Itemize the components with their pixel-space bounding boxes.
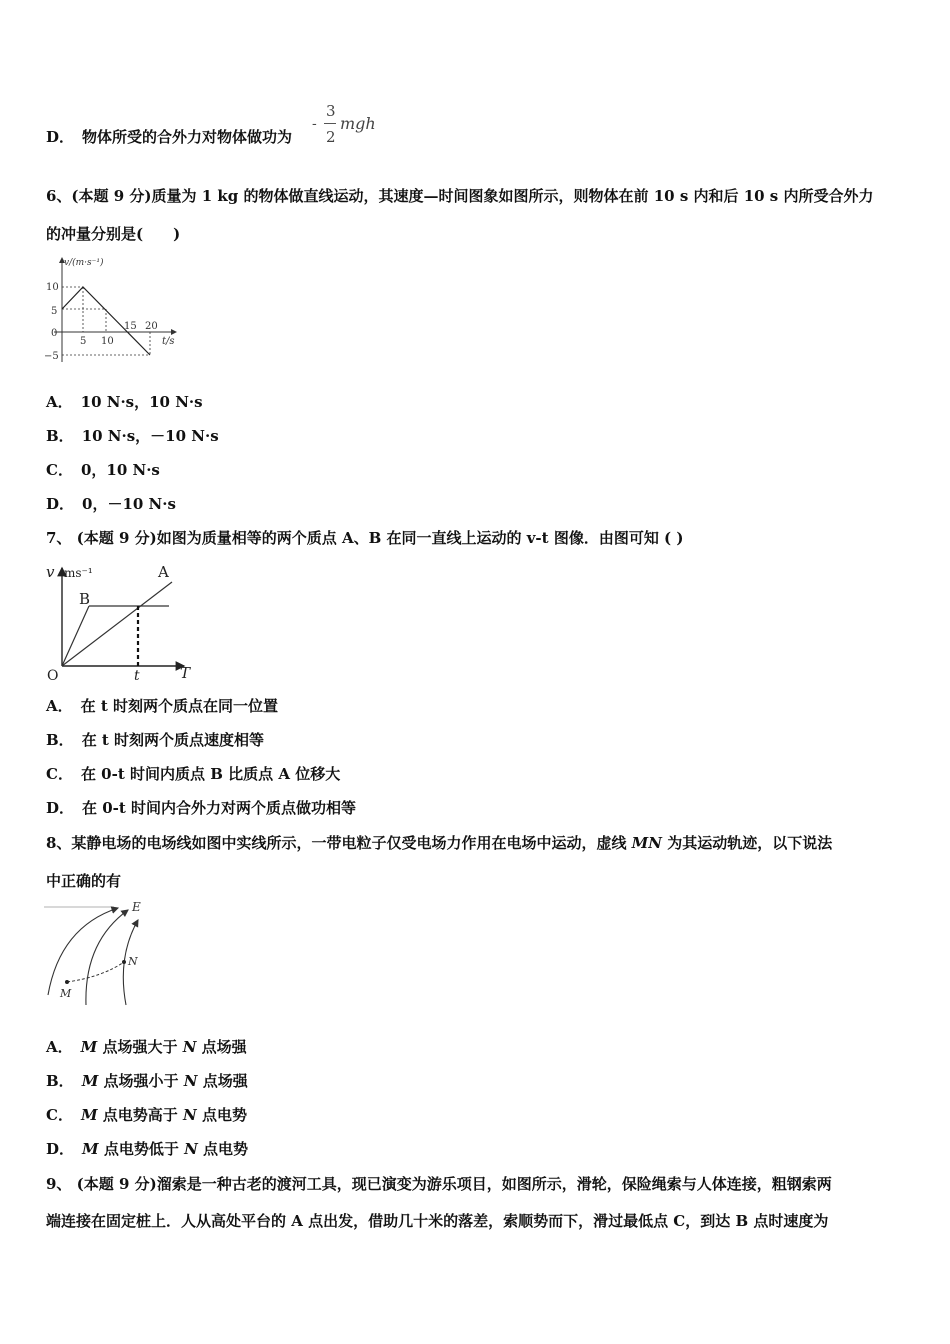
var-m: M bbox=[80, 1106, 98, 1124]
q7-label-t: t bbox=[134, 668, 140, 684]
q7-y-unit: ms⁻¹ bbox=[64, 566, 93, 580]
var-n: N bbox=[183, 1106, 197, 1124]
q6-x-label: t/s bbox=[162, 336, 175, 347]
q8-label-m: M bbox=[60, 987, 72, 1000]
q7-origin-label: O bbox=[47, 668, 59, 684]
option-letter: A． bbox=[46, 393, 73, 411]
q6-x-tick: 10 bbox=[101, 336, 114, 347]
q7-option-b bbox=[46, 730, 264, 750]
q8-field-figure bbox=[42, 897, 152, 1009]
q6-y-tick: 5 bbox=[51, 306, 58, 317]
option-text: 在 t 时刻两个质点在同一位置 bbox=[80, 697, 279, 715]
q6-stem-line1: 6、(本题 9 分)质量为 1 kg 的物体做直线运动，其速度—时间图象如图所示，则物体在前 10 s 内和后 10 s 内所受合外力 bbox=[46, 187, 874, 205]
option-letter: D． bbox=[46, 1140, 75, 1158]
q8-option-d bbox=[46, 1139, 248, 1159]
q6-option-d bbox=[46, 494, 176, 514]
q8-label-e: E bbox=[132, 900, 141, 914]
option-text: 在 0-t 时间内合外力对两个质点做功相等 bbox=[82, 799, 357, 817]
option-mid: 点电势高于 bbox=[97, 1106, 184, 1124]
option-text: 物体所受的合外力对物体做功为 bbox=[82, 128, 293, 146]
option-text: 在 0-t 时间内质点 B 比质点 A 位移大 bbox=[80, 765, 341, 783]
q7-option-a bbox=[46, 696, 278, 716]
option-text: 10 N·s，10 N·s bbox=[80, 393, 203, 411]
q7-line-b-rise bbox=[62, 606, 89, 666]
var-n: N bbox=[183, 1072, 198, 1090]
q8-stem-line1 bbox=[46, 833, 832, 853]
option-mid: 点场强大于 bbox=[97, 1038, 183, 1056]
q6-option-a bbox=[46, 392, 203, 412]
option-letter: C． bbox=[46, 765, 73, 783]
option-end: 点电势 bbox=[197, 1140, 249, 1158]
q7-y-label: v bbox=[46, 563, 55, 581]
option-letter: D． bbox=[46, 128, 75, 146]
option-letter: A． bbox=[46, 697, 73, 715]
option-text: 10 N·s，－10 N·s bbox=[81, 427, 219, 445]
q8-stem-part1: 8、某静电场的电场线如图中实线所示，一带电粒子仅受电场力作用在电场中运动，虚线 bbox=[46, 834, 632, 852]
q6-y-label: v/(m·s⁻¹) bbox=[64, 258, 104, 268]
q7-label-b: B bbox=[79, 590, 91, 608]
q8-trajectory bbox=[67, 962, 124, 982]
q8-option-a bbox=[46, 1037, 247, 1057]
option-letter: D． bbox=[46, 799, 75, 817]
mgh-term: mgh bbox=[340, 114, 376, 133]
q8-point-n bbox=[122, 960, 126, 964]
q8-label-n: N bbox=[128, 955, 138, 968]
option-letter: C． bbox=[46, 461, 73, 479]
q8-point-m bbox=[65, 980, 69, 984]
q6-y-tick: 10 bbox=[46, 282, 59, 293]
fraction-numerator: 3 bbox=[326, 102, 336, 120]
q8-option-b bbox=[46, 1071, 248, 1091]
q6-option-b bbox=[46, 426, 219, 446]
q6-option-c bbox=[46, 460, 160, 480]
fraction-denominator: 2 bbox=[326, 128, 336, 146]
q8-mn: MN bbox=[631, 834, 662, 852]
var-n: N bbox=[184, 1140, 198, 1158]
fraction-bar bbox=[324, 123, 336, 124]
q8-stem-line2: 中正确的有 bbox=[46, 872, 122, 890]
q6-y-tick: 0 bbox=[51, 328, 58, 339]
option-text: 在 t 时刻两个质点速度相等 bbox=[81, 731, 265, 749]
q6-y-tick: −5 bbox=[44, 351, 59, 362]
option-letter: A． bbox=[46, 1038, 73, 1056]
q6-stem-line2: 的冲量分别是( ) bbox=[46, 225, 181, 243]
option-letter: B． bbox=[46, 1072, 74, 1090]
option-letter: C． bbox=[46, 1106, 73, 1124]
minus-sign: - bbox=[312, 116, 317, 132]
option-end: 点电势 bbox=[196, 1106, 247, 1124]
q7-option-d bbox=[46, 798, 356, 818]
q8-field-line bbox=[48, 908, 118, 995]
option-end: 点场强 bbox=[197, 1072, 248, 1090]
q6-x-tick: 15 bbox=[124, 321, 137, 332]
q7-option-c bbox=[46, 764, 340, 784]
q8-option-c bbox=[46, 1105, 247, 1125]
q7-x-label: T bbox=[180, 664, 191, 682]
option-letter: B． bbox=[46, 731, 74, 749]
option-letter: D． bbox=[46, 495, 75, 513]
q8-field-line bbox=[86, 910, 128, 1005]
q7-vt-graph bbox=[44, 560, 204, 684]
option-mid: 点场强小于 bbox=[98, 1072, 184, 1090]
q7-label-a: A bbox=[158, 563, 169, 581]
q6-vt-graph bbox=[42, 252, 182, 364]
q5-option-d bbox=[46, 127, 292, 147]
var-m: M bbox=[81, 1072, 99, 1090]
q8-stem-part2: 为其运动轨迹，以下说法 bbox=[662, 834, 833, 852]
q9-stem-line2: 端连接在固定桩上．人从高处平台的 A 点出发，借助几十米的落差，索顺势而下，滑过最低点 C，到达 B 点时速度为 bbox=[46, 1212, 829, 1230]
q6-x-tick: 5 bbox=[80, 336, 87, 347]
option-text: 0，10 N·s bbox=[80, 461, 160, 479]
q6-x-tick: 20 bbox=[145, 321, 158, 332]
q9-stem-line1: 9、 (本题 9 分)溜索是一种古老的渡河工具，现已演变为游乐项目，如图所示，滑轮，保险绳索与人体连接，粗钢索两 bbox=[46, 1175, 832, 1193]
option-letter: B． bbox=[46, 427, 74, 445]
var-m: M bbox=[82, 1140, 99, 1158]
option-mid: 点电势低于 bbox=[98, 1140, 185, 1158]
option-text: 0，－10 N·s bbox=[82, 495, 176, 513]
q7-stem: 7、 (本题 9 分)如图为质量相等的两个质点 A、B 在同一直线上运动的 v-t 图像．由图可知 ( ) bbox=[46, 529, 684, 547]
var-n: N bbox=[182, 1038, 197, 1056]
option-end: 点场强 bbox=[196, 1038, 247, 1056]
var-m: M bbox=[80, 1038, 98, 1056]
